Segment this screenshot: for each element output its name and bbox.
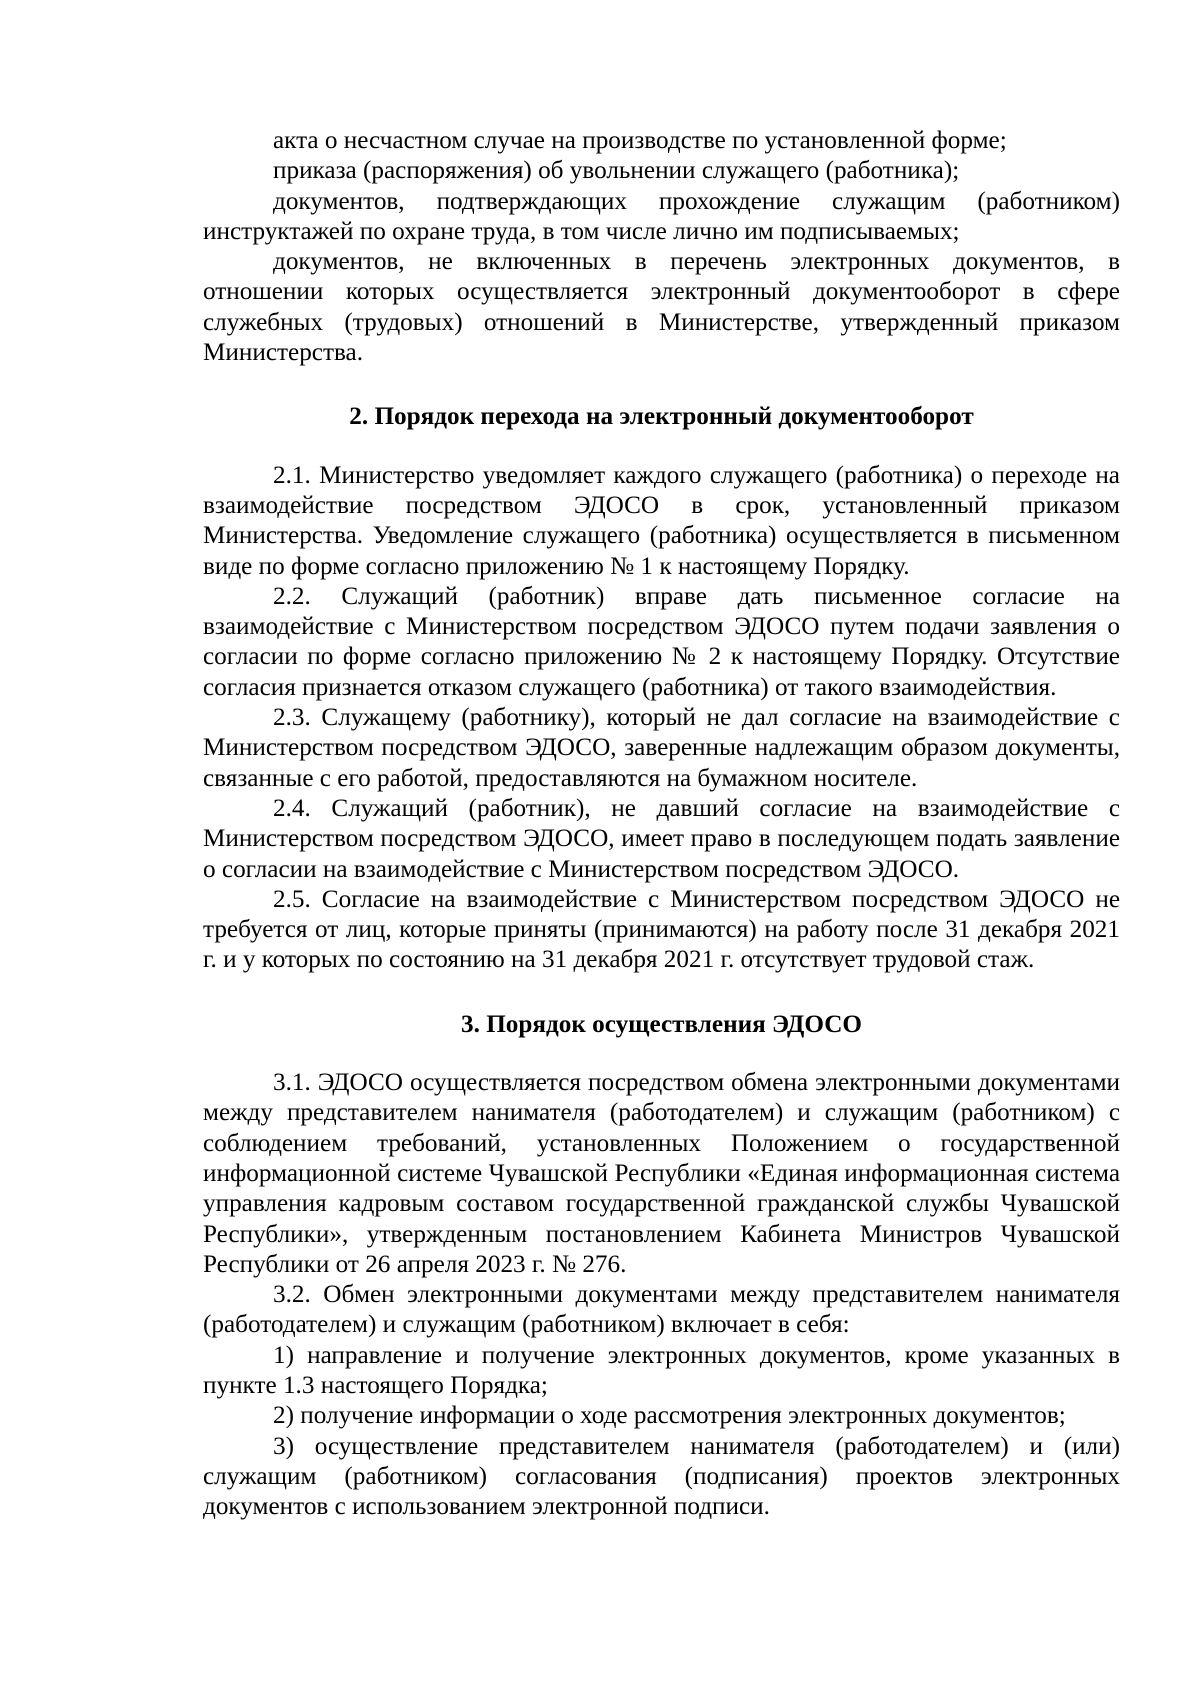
paragraph: 2.4. Служащий (работник), не давший согласие на взаимодействие с Министерством посредством ЭДОСО, имеет право в последующем подать заявление о согласии на взаимодействие с Министерством посредством ЭДОСО. [203, 794, 1120, 883]
paragraph: 2.1. Министерство уведомляет каждого служащего (работника) о переходе на взаимодействие посредством ЭДОСО в срок, установленный приказом Министерства. Уведомление служащего (работника) осуществляется в письменном виде по форме согласно приложению № 1 к настоящему Порядку. [203, 461, 1120, 580]
paragraph: 2.5. Согласие на взаимодействие с Министерством посредством ЭДОСО не требуется от лиц, которые приняты (принимаются) на работу после 31 декабря 2021 г. и у которых по состоянию на 31 декабря 2021 г. отсутствует трудовой стаж. [203, 885, 1120, 974]
section-body [203, 461, 1120, 976]
paragraph: приказа (распоряжения) об увольнении служащего (работника); [273, 157, 960, 185]
paragraph: 3.1. ЭДОСО осуществляется посредством обмена электронными документами между представителем нанимателя (работодателем) и служащим (работником) с соблюдением требований, установленных Положением о государственной информационной системе Чувашской Республики «Единая информационная система управления кадровым составом государственной гражданской службы Чувашской Республики», утвержденным постановлением Кабинета Министров Чувашской Республики от 26 апреля 2023 г. № 276. [203, 1069, 1120, 1278]
paragraph: 1) направление и получение электронных документов, кроме указанных в пункте 1.3 настоящего Порядка; [203, 1341, 1120, 1399]
paragraph: 2.3. Служащему (работнику), который не дал согласие на взаимодействие с Министерством посредством ЭДОСО, заверенные надлежащим образом документы, связанные с его работой, предоставляются на бумажном носителе. [203, 704, 1120, 792]
paragraph: акта о несчастном случае на производстве по установленной форме; [273, 127, 1007, 154]
section-heading: 2. Порядок перехода на электронный документооборот [349, 403, 974, 431]
paragraph: 3.2. Обмен электронными документами между представителем нанимателя (работодателем) и служащим (работником) включает в себя: [203, 1281, 1120, 1339]
paragraph: 2) получение информации о ходе рассмотрения электронных документов; [273, 1402, 1066, 1430]
section-heading: 3. Порядок осуществления ЭДОСО [461, 1010, 862, 1038]
paragraph: документов, не включенных в перечень электронных документов, в отношении которых осуществляется электронный документооборот в сфере служебных (трудовых) отношений в Министерстве, утвержденный приказом Министерства. [203, 248, 1120, 367]
paragraph: 2.2. Служащий (работник) вправе дать письменное согласие на взаимодействие с Министерством посредством ЭДОСО путем подачи заявления о согласии по форме согласно приложению № 2 к настоящему Порядку. Отсутствие согласия признается отказом служащего (работника) от такого взаимодействия. [203, 582, 1120, 701]
paragraph: документов, подтверждающих прохождение служащим (работником) инструктажей по охране труда, в том числе лично им подписываемых; [203, 187, 1120, 245]
document-body [203, 126, 1120, 1522]
section-body [203, 1068, 1120, 1522]
paragraph: 3) осуществление представителем нанимателя (работодателем) и (или) служащим (работником) согласования (подписания) проектов электронных документов с использованием электронной подписи. [203, 1432, 1120, 1521]
